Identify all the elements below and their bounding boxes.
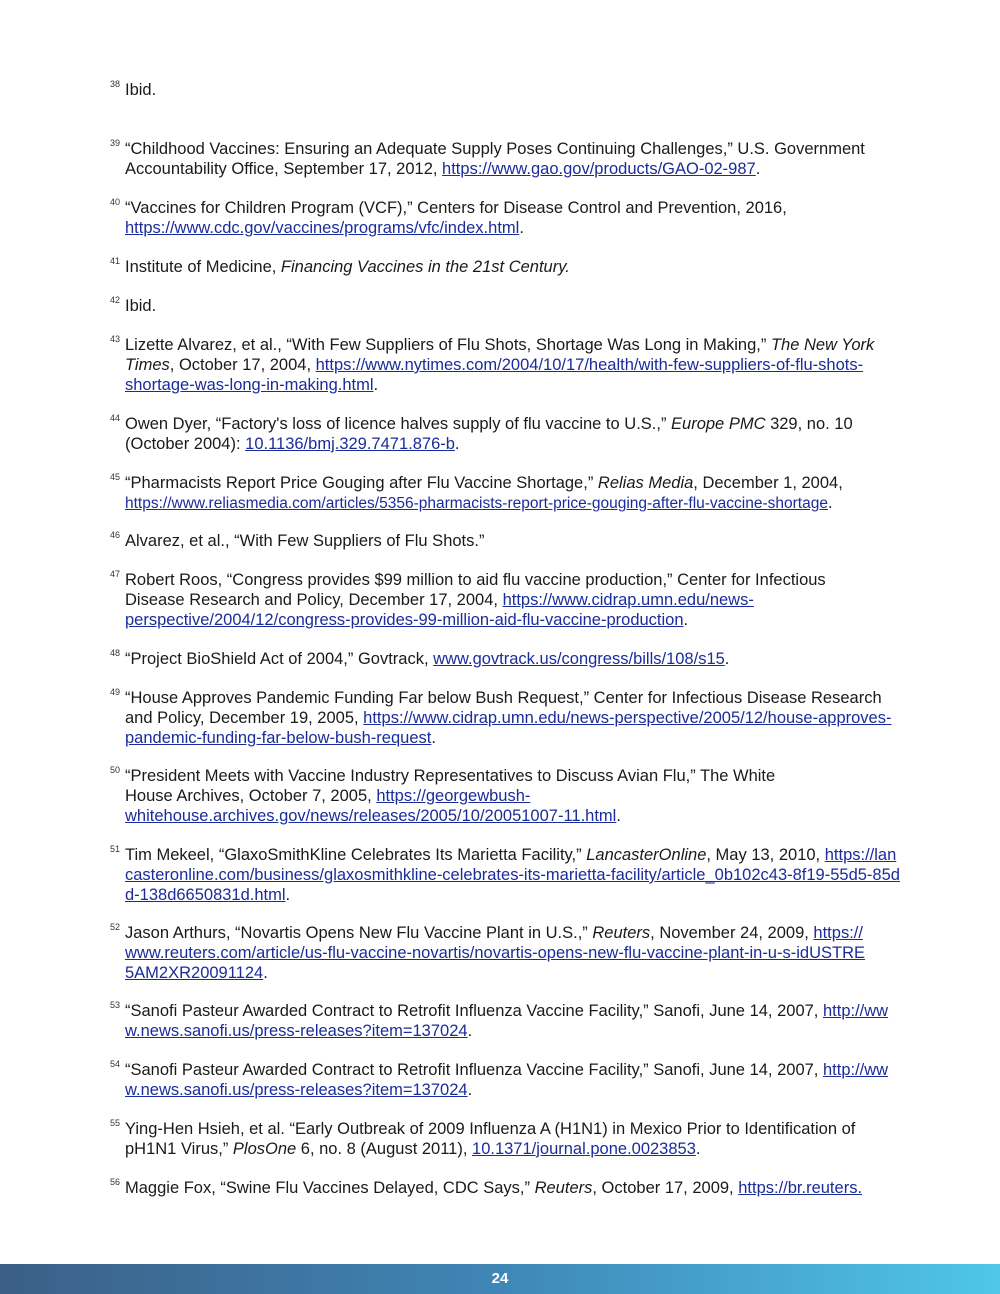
footnote-number: 40 <box>110 197 121 207</box>
footnote-link[interactable]: 10.1371/journal.pone.0023853 <box>472 1140 696 1158</box>
footnote-end: . <box>431 729 436 747</box>
footnote-46 <box>110 531 900 551</box>
footnote-link[interactable]: https://www.cdc.gov/vaccines/programs/vfc/index.html <box>125 219 520 237</box>
footnote-text: Owen Dyer, “Factory's loss of licence halves supply of flu vaccine to U.S.,” <box>125 415 672 433</box>
footnote-title: Reuters <box>534 1179 593 1197</box>
footnote-end: . <box>724 650 730 668</box>
footnote-link[interactable]: https://www.nytimes.com/2004/10/17/health/with-few-suppliers-of-flu-shots-shortage-was-long-in-making.html <box>125 356 864 394</box>
footnote-link[interactable]: https://www.reliasmedia.com/articles/5356-pharmacists-report-price-gouging-after-flu-vaccine-shortage <box>125 495 828 512</box>
footnote-number: 39 <box>110 138 121 148</box>
footnote-51 <box>110 845 900 905</box>
footnote-link[interactable]: https://lancasteronline.com/business/glaxosmithkline-celebrates-its-marietta-facility/article_0b102c43-8f19-55d5-85dd-138d6650831d.html <box>125 846 900 904</box>
footnote-end: . <box>285 886 291 904</box>
footnote-text: Ying-Hen Hsieh, et al. “Early Outbreak of 2009 Influenza A (H1N1) in Mexico Prior to Identification of pH1N1 Virus,” <box>125 1120 856 1158</box>
footnote-title: PlosOne <box>232 1140 297 1158</box>
footnote-end: . <box>467 1081 473 1099</box>
footnote-number: 56 <box>110 1177 121 1187</box>
footnote-text: , October 17, 2009, <box>592 1179 739 1197</box>
page-number: 24 <box>491 1270 509 1287</box>
footnote-text: Robert Roos, “Congress provides $99 million to aid flu vaccine production,” Center for Infectious Disease Research and Policy, December 17, 2004, <box>125 571 826 609</box>
footnote-text: “President Meets with Vaccine Industry Representatives to Discuss Avian Flu,” The White House Archives, October 7, 2005, <box>125 767 776 805</box>
footnote-45 <box>110 473 910 514</box>
footnote-text: Institute of Medicine, <box>125 258 281 276</box>
footnote-text: Jason Arthurs, “Novartis Opens New Flu Vaccine Plant in U.S.,” <box>125 924 593 942</box>
footnote-title: Financing Vaccines in the 21st Century. <box>280 258 570 276</box>
footnote-number: 53 <box>110 1000 121 1010</box>
footnote-48 <box>110 649 900 669</box>
footnote-end: . <box>373 376 379 394</box>
footnote-text: 329, no. 10 (October 2004): <box>125 415 853 453</box>
footnote-number: 54 <box>110 1059 121 1069</box>
footnote-text: Lizette Alvarez, et al., “With Few Suppliers of Flu Shots, Shortage Was Long in Making,” <box>125 336 771 354</box>
footnote-number: 45 <box>110 472 121 482</box>
footnote-number: 38 <box>110 79 121 89</box>
footnote-link[interactable]: https://www.reuters.com/article/us-flu-vaccine-novartis/novartis-opens-new-flu-vaccine-plant-in-u-s-idUSTRE5AM2XR20091124 <box>125 924 865 982</box>
footnote-title: Europe PMC <box>671 415 766 433</box>
footnote-text: “House Approves Pandemic Funding Far below Bush Request,” Center for Infectious Disease Research and Policy, December 19, 2005, <box>125 689 882 727</box>
footnote-55 <box>110 1119 900 1159</box>
footnote-44 <box>110 414 900 454</box>
footnote-number: 49 <box>110 687 121 697</box>
footnote-end: . <box>467 1022 473 1040</box>
footnote-38 <box>110 80 900 100</box>
footnote-end: . <box>827 494 833 512</box>
footnote-title: LancasterOnline <box>586 846 707 864</box>
footnote-text: Ibid. <box>125 297 157 315</box>
footnote-end: . <box>683 611 689 629</box>
footnote-end: . <box>519 219 524 237</box>
footnote-text: , May 13, 2010, <box>706 846 825 864</box>
footnote-link[interactable]: https://www.gao.gov/products/GAO-02-987 <box>442 160 756 178</box>
footnote-end: . <box>695 1140 701 1158</box>
footnote-number: 52 <box>110 922 121 932</box>
footnote-text: Tim Mekeel, “GlaxoSmithKline Celebrates Its Marietta Facility,” <box>125 846 587 864</box>
footnote-50 <box>110 766 790 826</box>
footnote-link[interactable]: https://www.cidrap.umn.edu/news-perspective/2004/12/congress-provides-99-million-aid-flu-vaccine-production <box>125 591 754 629</box>
footnote-40 <box>110 198 900 238</box>
footnote-text: “Sanofi Pasteur Awarded Contract to Retrofit Influenza Vaccine Facility,” Sanofi, June 14, 2007, <box>125 1002 823 1020</box>
footnote-end: . <box>616 807 621 825</box>
footnote-end: . <box>263 964 268 982</box>
footnote-text: 6, no. 8 (August 2011), <box>296 1140 473 1158</box>
footnote-text: “Pharmacists Report Price Gouging after Flu Vaccine Shortage,” <box>125 474 598 492</box>
footnote-text: “Sanofi Pasteur Awarded Contract to Retrofit Influenza Vaccine Facility,” Sanofi, June 14, 2007, <box>125 1061 823 1079</box>
footnote-number: 48 <box>110 648 121 658</box>
footnote-number: 46 <box>110 530 121 540</box>
footnote-54 <box>110 1060 900 1100</box>
footnote-link[interactable]: 10.1136/bmj.329.7471.876-b <box>245 435 455 453</box>
footnote-number: 43 <box>110 334 121 344</box>
footnote-link[interactable]: www.govtrack.us/congress/bills/108/s15 <box>433 650 725 668</box>
footnote-text: Ibid. <box>125 81 157 99</box>
footnote-number: 41 <box>110 256 121 266</box>
footnote-number: 51 <box>110 844 121 854</box>
footnote-text: “Project BioShield Act of 2004,” Govtrack, <box>125 650 434 668</box>
page-footer-bar <box>0 1264 1000 1294</box>
footnote-41 <box>110 257 900 277</box>
footnote-link[interactable]: http://www.news.sanofi.us/press-releases?item=137024 <box>125 1002 889 1040</box>
footnote-47 <box>110 570 840 630</box>
footnote-39 <box>110 139 900 179</box>
footnote-title: Relias Media <box>597 474 694 492</box>
footnote-number: 44 <box>110 413 121 423</box>
footnote-link[interactable]: http://www.news.sanofi.us/press-releases?item=137024 <box>125 1061 889 1099</box>
footnote-text: , November 24, 2009, <box>650 924 814 942</box>
footnote-49 <box>110 688 900 748</box>
footnote-53 <box>110 1001 900 1041</box>
footnote-link[interactable]: https://georgewbush-whitehouse.archives.gov/news/releases/2005/10/20051007-11.html <box>125 787 617 825</box>
footnote-text: , December 1, 2004, <box>693 474 843 492</box>
footnote-text: , October 17, 2004, <box>169 356 316 374</box>
footnote-56 <box>110 1178 910 1198</box>
footnote-number: 42 <box>110 295 121 305</box>
footnote-text: Maggie Fox, “Swine Flu Vaccines Delayed, CDC Says,” <box>125 1179 535 1197</box>
footnote-number: 47 <box>110 569 121 579</box>
footnote-link[interactable]: https://br.reuters. <box>738 1179 863 1197</box>
footnote-title: The New York Times <box>125 336 875 374</box>
footnote-number: 50 <box>110 765 121 775</box>
footnote-link[interactable]: https://www.cidrap.umn.edu/news-perspective/2005/12/house-approves-pandemic-funding-far-below-bush-request <box>125 709 892 747</box>
footnote-number: 55 <box>110 1118 121 1128</box>
footnote-end: . <box>755 160 761 178</box>
footnote-text: “Vaccines for Children Program (VCF),” Centers for Disease Control and Prevention, 2016, <box>125 199 787 217</box>
footnote-text: Alvarez, et al., “With Few Suppliers of Flu Shots.” <box>125 532 485 550</box>
footnote-52 <box>110 923 870 983</box>
footnote-text: “Childhood Vaccines: Ensuring an Adequate Supply Poses Continuing Challenges,” U.S. Government Accountability Office, September 17, 2012, <box>125 140 865 178</box>
footnote-43 <box>110 335 900 395</box>
footnote-title: Reuters <box>592 924 651 942</box>
footnote-42 <box>110 296 900 316</box>
footnote-end: . <box>454 435 460 453</box>
